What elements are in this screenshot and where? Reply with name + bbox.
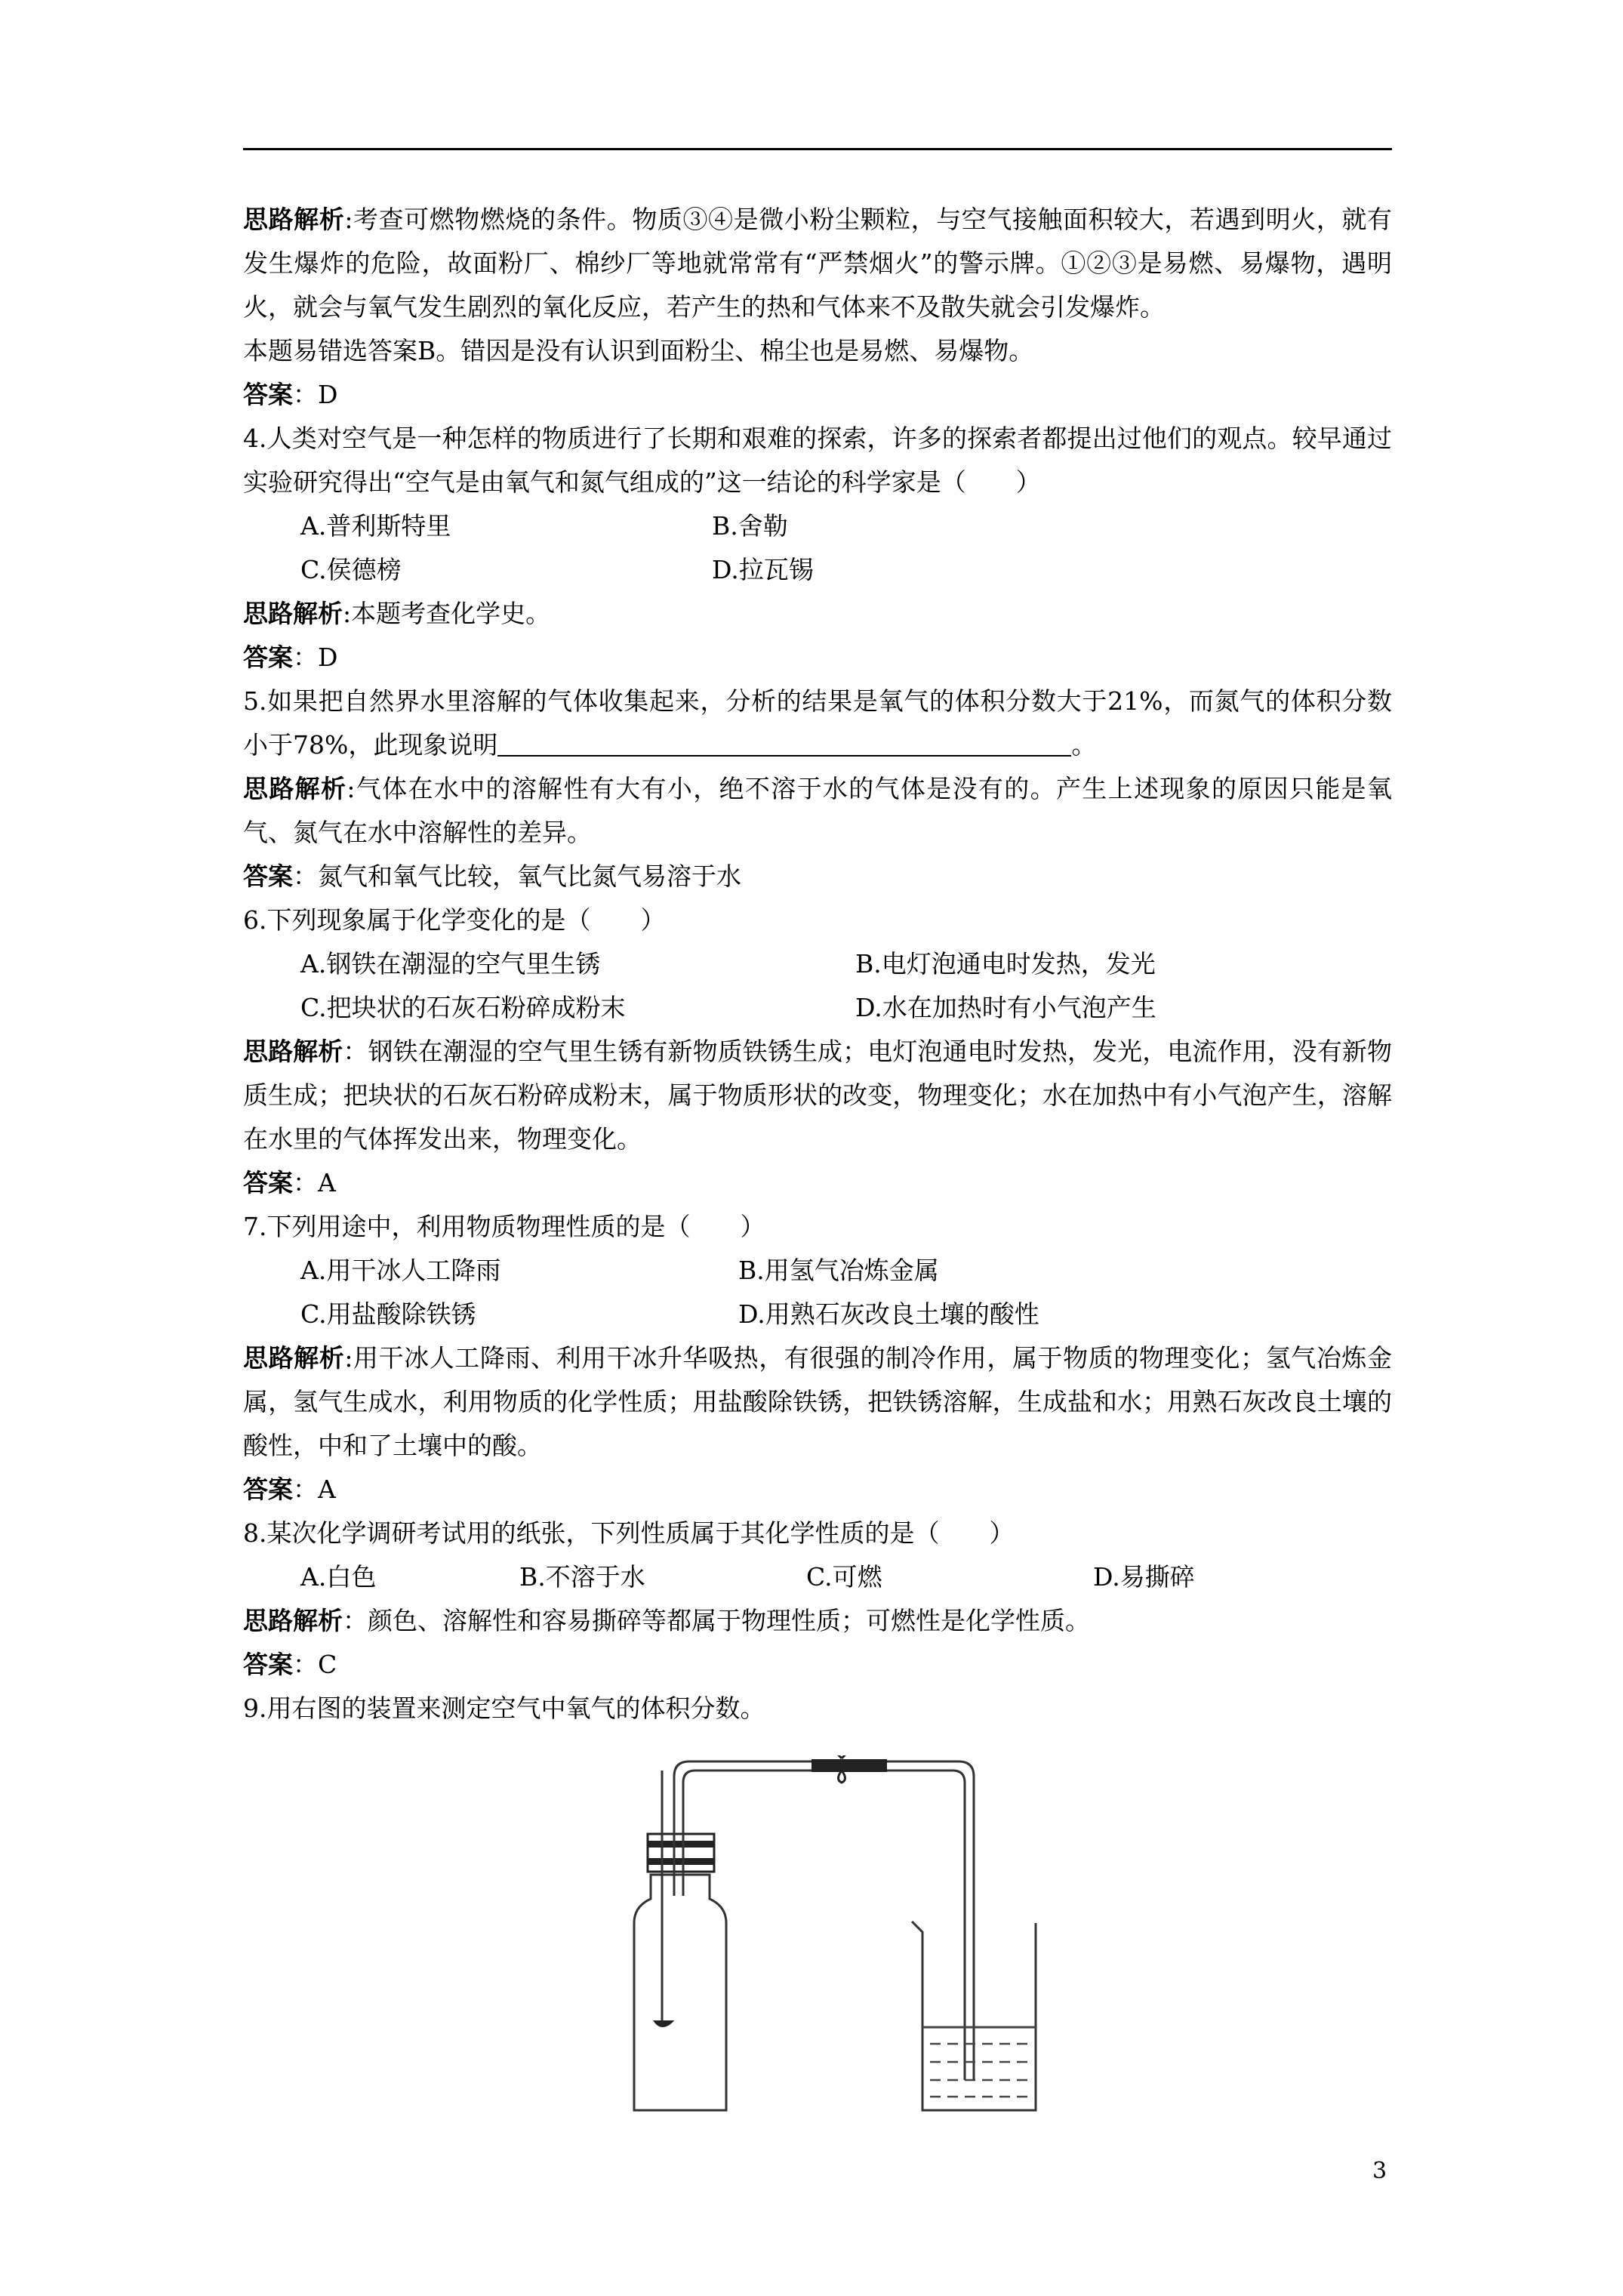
q4-analysis [243, 592, 1392, 636]
q3-answer-label: 答案 [243, 380, 293, 409]
q3-answer [243, 373, 1392, 417]
q7-option-c: C.用盐酸除铁锈 [300, 1299, 476, 1329]
q6-answer-value: ：A [293, 1168, 336, 1197]
q3-answer-value: ：D [293, 380, 338, 409]
bottle [634, 1875, 726, 2110]
q7-options-row-2 [243, 1293, 1392, 1336]
q3-analysis [243, 198, 1392, 329]
q6-option-d: D.水在加热时有小气泡产生 [855, 993, 1156, 1022]
q8-answer [243, 1643, 1392, 1687]
q4-options-row-2 [243, 548, 1392, 592]
q8-analysis-text: ：颜色、溶解性和容易撕碎等都属于物理性质；可燃性是化学性质。 [343, 1606, 1090, 1635]
q4-analysis-text: :本题考查化学史。 [343, 599, 551, 628]
stopper [648, 1834, 714, 1872]
q4-answer-value: ：D [293, 643, 338, 672]
q7-analysis [243, 1336, 1392, 1468]
q5-answer [243, 855, 1392, 898]
q4-option-b: B.舍勒 [712, 511, 788, 541]
q7-option-d: D.用熟石灰改良土壤的酸性 [738, 1299, 1039, 1329]
q6-options-row-1 [243, 942, 1392, 986]
q8-options-row [243, 1555, 1392, 1599]
page-content [243, 198, 1392, 1730]
q5-stem [243, 680, 1392, 767]
q5-answer-label: 答案 [243, 861, 293, 891]
q3-note: 本题易错选答案B。错因是没有认识到面粉尘、棉尘也是易燃、易爆物。 [243, 336, 1034, 365]
q7-analysis-label: 思路解析 [243, 1343, 345, 1373]
q7-options-row-1 [243, 1249, 1392, 1293]
q8-stem: 8.某次化学调研考试用的纸张，下列性质属于其化学性质的是（ ） [243, 1518, 1015, 1548]
q6-analysis-text: ：钢铁在潮湿的空气里生锈有新物质铁锈生成；电灯泡通电时发热，发光，电流作用，没有新物质生成；把块状的石灰石粉碎成粉末，属于物质形状的改变，物理变化；水在加热中有小气泡产生，溶解在水里的气体挥发出来，物理变化。 [243, 1037, 1393, 1154]
q4-analysis-label: 思路解析 [243, 599, 343, 628]
q8-option-b: B.不溶于水 [519, 1562, 645, 1592]
q5-analysis-text: :气体在水中的溶解性有大有小，绝不溶于水的气体是没有的。产生上述现象的原因只能是氧气、氮气在水中溶解性的差异。 [243, 774, 1393, 847]
page-number: 3 [1372, 2158, 1387, 2184]
q6-analysis [243, 1030, 1392, 1161]
q5-answer-value: ：氮气和氧气比较，氧气比氮气易溶于水 [293, 861, 741, 891]
q5-answer-blank[interactable] [497, 728, 1071, 757]
q6-answer [243, 1161, 1392, 1205]
q7-option-b: B.用氢气冶炼金属 [738, 1256, 939, 1285]
q6-option-b: B.电灯泡通电时发热，发光 [855, 949, 1156, 978]
q6-options-row-2 [243, 986, 1392, 1030]
q4-stem: 4.人类对空气是一种怎样的物质进行了长期和艰难的探索，许多的探索者都提出过他们的观点。较早通过实验研究得出“空气是由氧气和氮气组成的”这一结论的科学家是（ ） [243, 424, 1392, 497]
q5-stem-end: 。 [1071, 730, 1097, 760]
q4-options-row-1 [243, 504, 1392, 548]
q4-answer-label: 答案 [243, 643, 293, 672]
q5-analysis-label: 思路解析 [243, 774, 347, 803]
q6-stem: 6.下列现象属于化学变化的是（ ） [243, 905, 666, 935]
q5-stem-text: 5.如果把自然界水里溶解的气体收集起来，分析的结果是氧气的体积分数大于21%，而氮气的体积分数小于78%，此现象说明 [243, 686, 1392, 760]
q8-answer-label: 答案 [243, 1650, 293, 1679]
q7-answer [243, 1468, 1392, 1512]
q7-answer-label: 答案 [243, 1475, 293, 1504]
rubber-tube [812, 1759, 887, 1772]
q7-answer-value: ：A [293, 1475, 336, 1504]
q9-stem: 9.用右图的装置来测定空气中氧气的体积分数。 [243, 1693, 765, 1723]
q8-option-a: A.白色 [300, 1562, 377, 1592]
q8-analysis [243, 1599, 1392, 1643]
q7-stem: 7.下列用途中，利用物质物理性质的是（ ） [243, 1212, 765, 1241]
glass-tube-outer [674, 1761, 974, 2080]
q8-option-c: C.可燃 [806, 1562, 882, 1592]
q6-option-c: C.把块状的石灰石粉碎成粉末 [300, 993, 626, 1022]
q6-option-a: A.钢铁在潮湿的空气里生锈 [300, 949, 601, 978]
q8-answer-value: ：C [293, 1650, 337, 1679]
q4-option-d: D.拉瓦锡 [712, 555, 814, 584]
q5-analysis [243, 767, 1392, 855]
q7-option-a: A.用干冰人工降雨 [300, 1256, 501, 1285]
water-dashes [930, 2044, 1033, 2097]
q3-analysis-label: 思路解析 [243, 205, 345, 234]
q6-answer-label: 答案 [243, 1168, 293, 1197]
q4-option-a: A.普利斯特里 [300, 511, 451, 541]
q8-option-d: D.易撕碎 [1093, 1562, 1195, 1592]
q4-option-c: C.侯德榜 [300, 555, 402, 584]
q3-analysis-text: :考查可燃物燃烧的条件。物质③④是微小粉尘颗粒，与空气接触面积较大，若遇到明火，就有发生爆炸的危险，故面粉厂、棉纱厂等地就常常有“严禁烟火”的警示牌。①②③是易燃、易爆物，遇明火，就会与氧气发生剧烈的氧化反应，若产生的热和气体来不及散失就会引发爆炸。 [243, 205, 1393, 322]
q6-analysis-label: 思路解析 [243, 1037, 343, 1066]
apparatus-figure [581, 1755, 1049, 2118]
header-rule [243, 148, 1392, 150]
q8-analysis-label: 思路解析 [243, 1606, 343, 1635]
combustion-spoon [654, 2021, 673, 2026]
q7-analysis-text: :用干冰人工降雨、利用干冰升华吸热，有很强的制冷作用，属于物质的物理变化；氢气冶炼金属，氢气生成水，利用物质的化学性质；用盐酸除铁锈，把铁锈溶解，生成盐和水；用熟石灰改良土壤的酸性，中和了土壤中的酸。 [243, 1343, 1393, 1460]
q4-answer [243, 636, 1392, 680]
